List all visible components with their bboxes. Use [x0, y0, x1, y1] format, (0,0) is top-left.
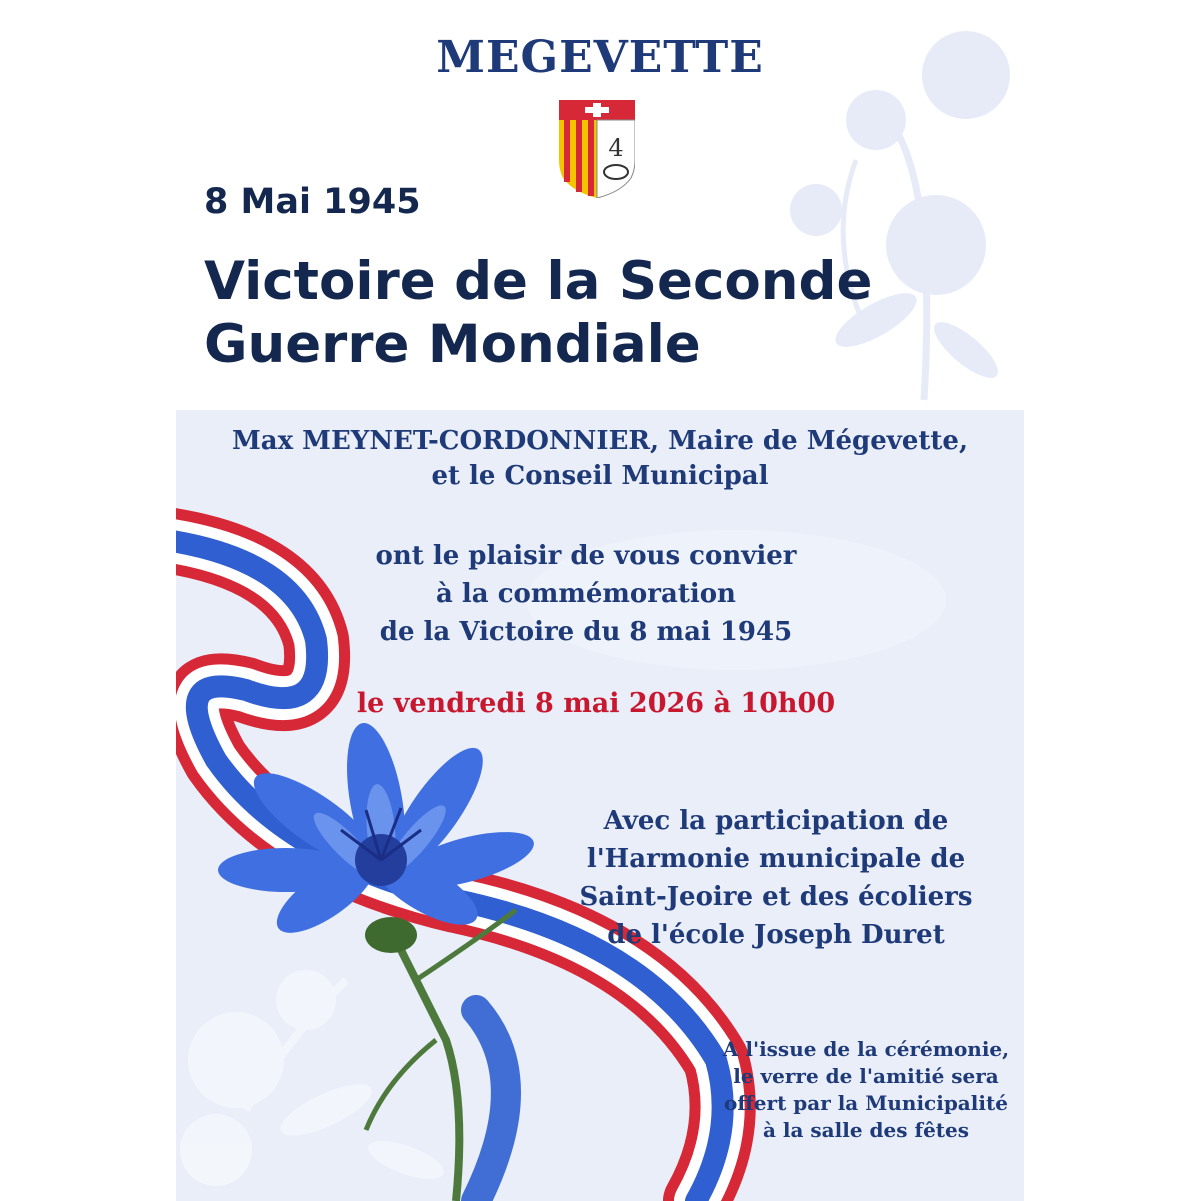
title-line-1: Victoire de la Seconde [204, 251, 873, 312]
town-name: MEGEVETTE [436, 32, 764, 83]
event-date: le vendredi 8 mai 2026 à 10h00 [356, 688, 836, 719]
hosts-text [176, 424, 1024, 494]
participation-line-4: de l'école Joseph Duret [607, 920, 945, 950]
crest-digit: 4 [608, 134, 624, 162]
participation-line-2: l'Harmonie municipale de [586, 844, 966, 874]
coat-of-arms-icon [559, 100, 635, 198]
participation-line-1: Avec la participation de [603, 806, 949, 836]
hosts-line-2: et le Conseil Municipal [431, 461, 769, 491]
after-line-1: A l'issue de la cérémonie, [722, 1037, 1010, 1061]
invitation-text [356, 537, 816, 651]
invite-line-2: à la commémoration [436, 579, 736, 609]
participation-line-3: Saint-Jeoire et des écoliers [579, 882, 973, 912]
invite-line-1: ont le plaisir de vous convier [375, 541, 797, 571]
participation-text [546, 802, 1006, 954]
after-line-4: à la salle des fêtes [762, 1118, 970, 1142]
invite-line-3: de la Victoire du 8 mai 1945 [379, 617, 793, 647]
main-title [204, 250, 1004, 376]
title-line-2: Guerre Mondiale [204, 314, 701, 375]
reception-text [696, 1036, 1024, 1144]
after-line-3: offert par la Municipalité [724, 1091, 1008, 1115]
hosts-line-1: Max MEYNET-CORDONNIER, Maire de Mégevette, [232, 426, 968, 456]
poster [176, 0, 1024, 1201]
date-heading: 8 Mai 1945 [204, 182, 421, 222]
after-line-2: le verre de l'amitié sera [733, 1064, 999, 1088]
